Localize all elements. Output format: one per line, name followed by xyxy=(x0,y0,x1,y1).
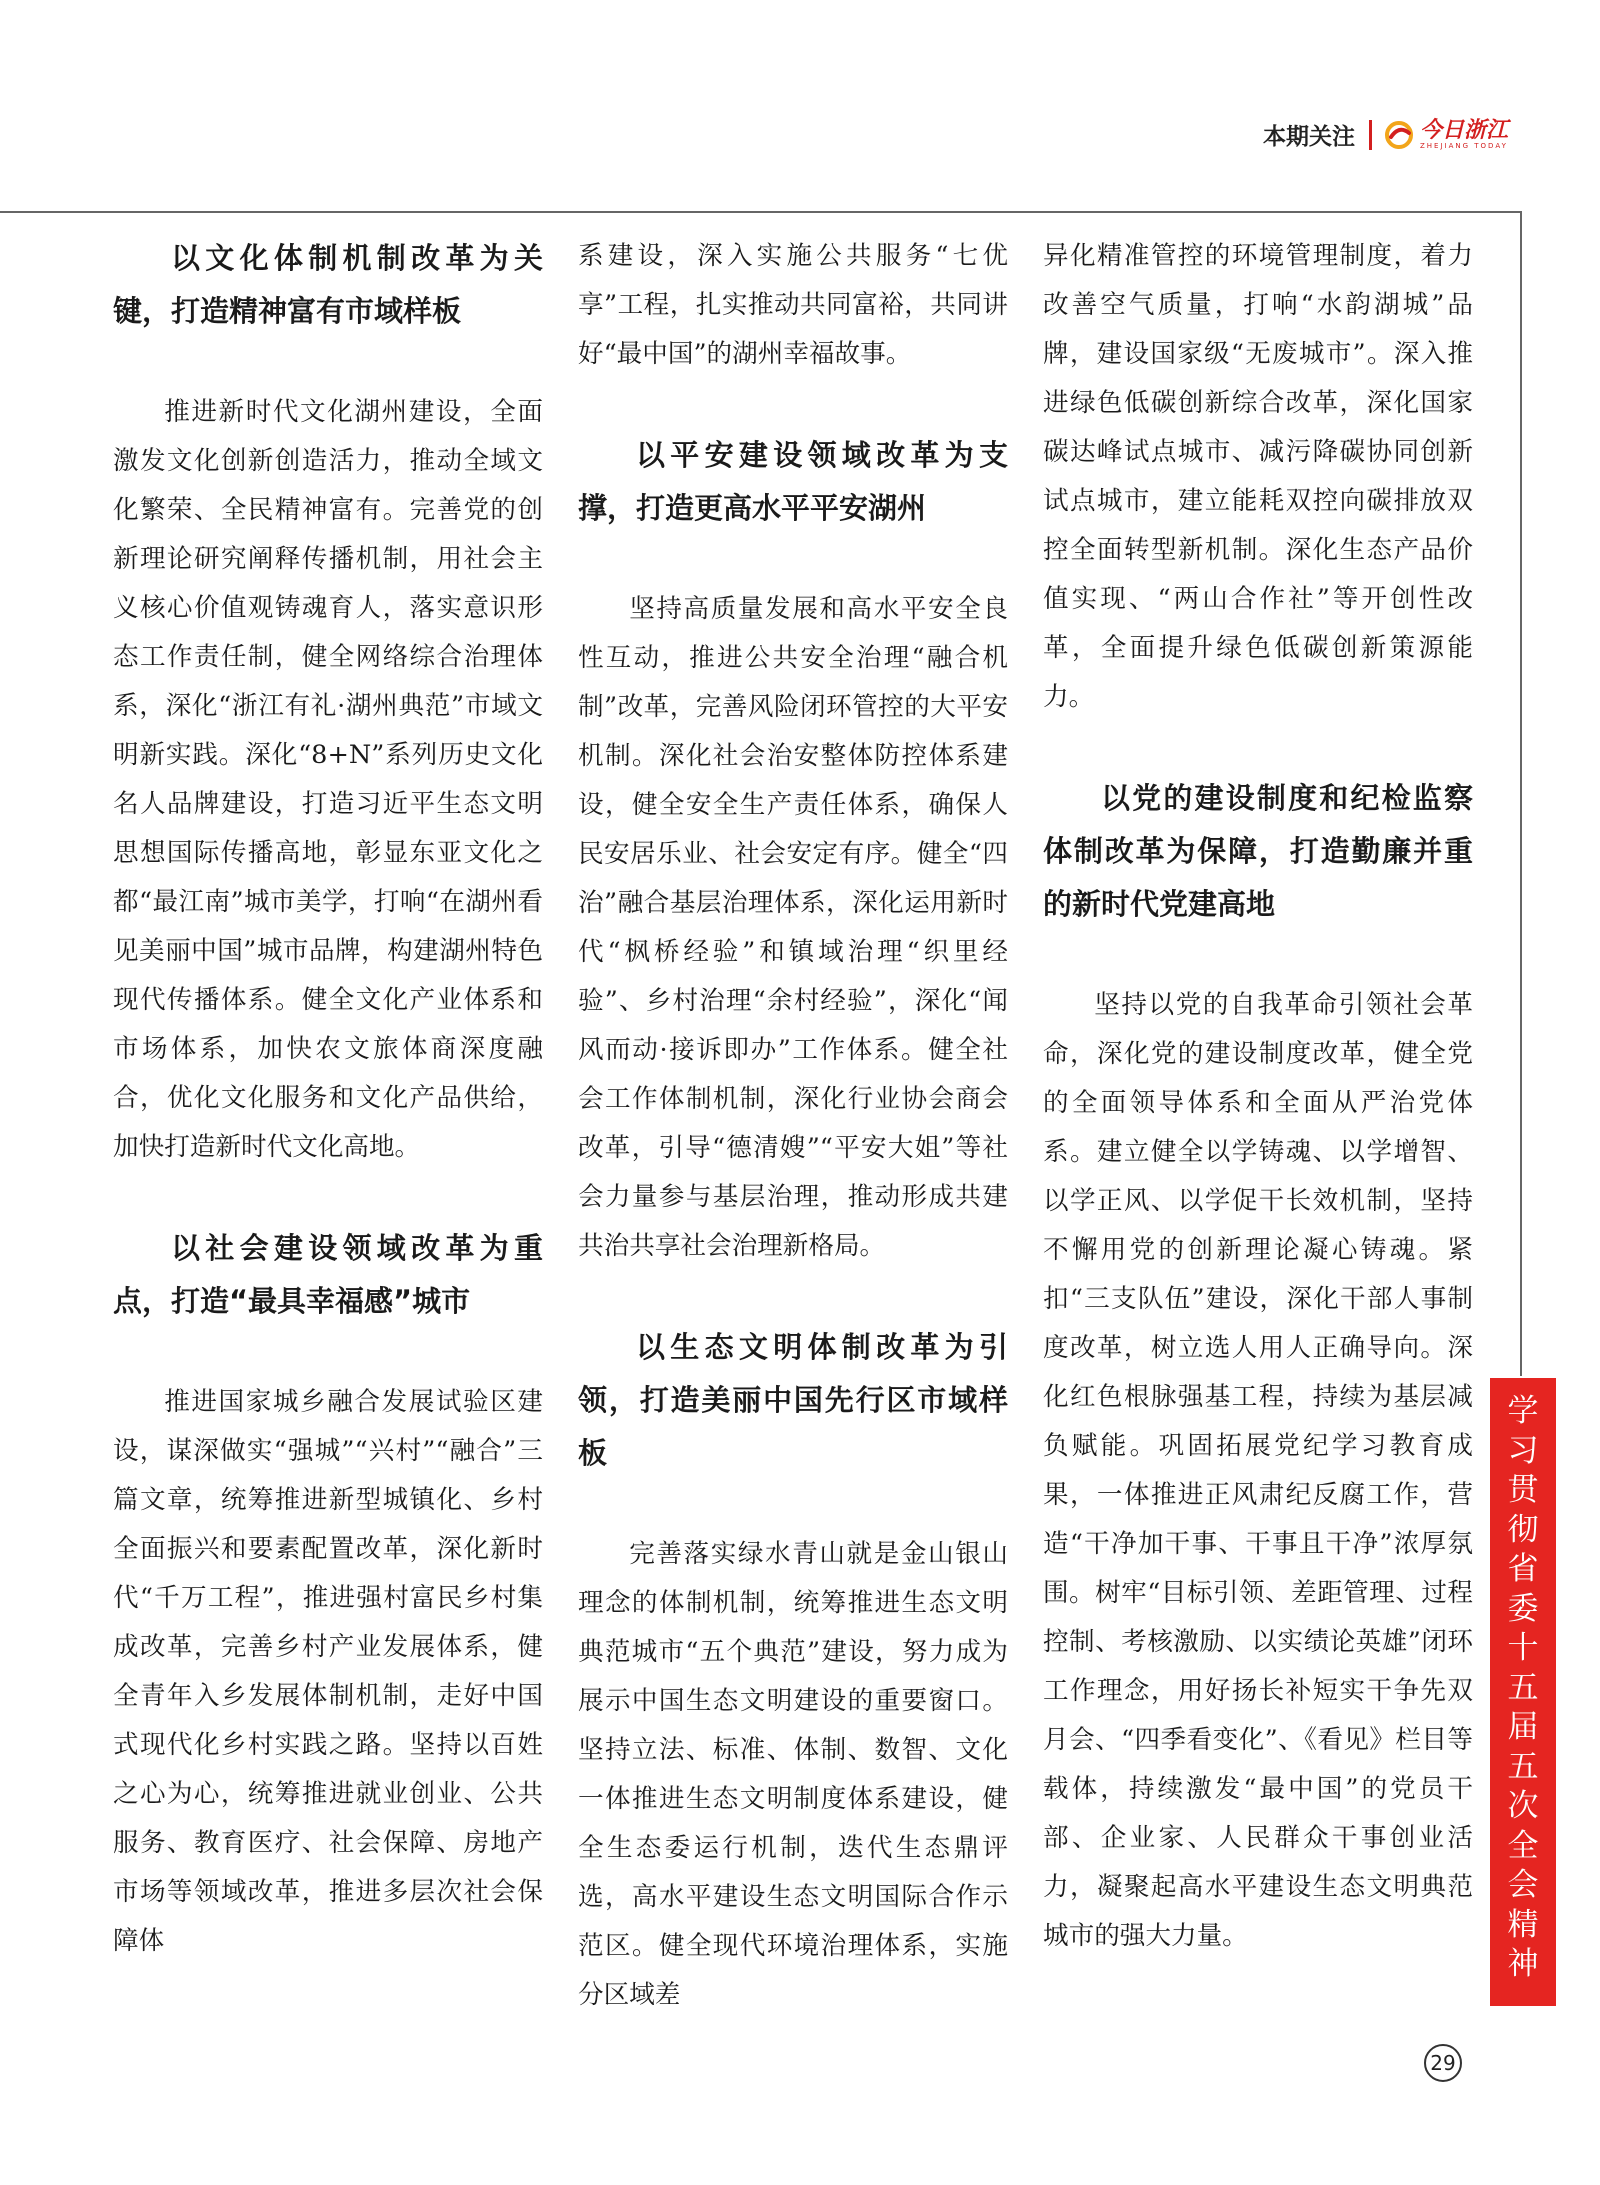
section-heading: 以生态文明体制改革为引领，打造美丽中国先行区市域样板 xyxy=(578,1330,1008,1470)
magazine-logo xyxy=(1384,119,1508,150)
paragraph: 完善落实绿水青山就是金山银山理念的体制机制，统筹推进生态文明典范城市“五个典范”建设，努力成为展示中国生态文明建设的重要窗口。坚持立法、标准、体制、数智、文化一体推进生态文明制度体系建设，健全生态委运行机制，迭代生态鼎评选，高水平建设生态文明国际合作示范区。健全现代环境治理体系，实施分区域差 xyxy=(578,1539,1008,2010)
section-heading: 以平安建设领域改革为支撑，打造更高水平平安湖州 xyxy=(578,438,1008,525)
logo-icon xyxy=(1384,120,1414,150)
section-heading: 以文化体制机制改革为关键，打造精神富有市域样板 xyxy=(113,241,543,328)
paragraph: 坚持高质量发展和高水平安全良性互动，推进公共安全治理“融合机制”改革，完善风险闭环管控的大平安机制。深化社会治安整体防控体系建设，健全安全生产责任体系，确保人民安居乐业、社会安定有序。健全“四治”融合基层治理体系，深化运用新时代“枫桥经验”和镇域治理“织里经验”、乡村治理“余村经验”，深化“闻风而动·接诉即办”工作体系。健全社会工作体制机制，深化行业协会商会改革，引导“德清嫂”“平安大姐”等社会力量参与基层治理，推动形成共建共治共享社会治理新格局。 xyxy=(578,594,1008,1261)
paragraph: 推进国家城乡融合发展试验区建设，谋深做实“强城”“兴村”“融合”三篇文章，统筹推进新型城镇化、乡村全面振兴和要素配置改革，深化新时代“千万工程”，推进强村富民乡村集成改革，完善乡村产业发展体系，健全青年入乡发展体制机制，走好中国式现代化乡村实践之路。坚持以百姓之心为心，统筹推进就业创业、公共服务、教育医疗、社会保障、房地产市场等领域改革，推进多层次社会保障体 xyxy=(113,1387,543,1956)
frame-right-rule xyxy=(1520,211,1522,1376)
logo-subtitle: ZHEJIANG TODAY xyxy=(1419,142,1508,150)
paragraph: 异化精准管控的环境管理制度，着力改善空气质量，打响“水韵湖城”品牌，建设国家级“无废城市”。深入推进绿色低碳创新综合改革，深化国家碳达峰试点城市、减污降碳协同创新试点城市，建立能耗双控向碳排放双控全面转型新机制。深化生态产品价值实现、“两山合作社”等开创性改革，全面提升绿色低碳创新策源能力。 xyxy=(1043,241,1473,712)
series-banner xyxy=(1490,1378,1556,2006)
header-separator xyxy=(1369,120,1372,150)
article-column-1 xyxy=(113,232,543,1966)
logo-title: 今日浙江 xyxy=(1419,117,1508,143)
series-banner-text: 学习贯彻省委十五届五次全会精神 xyxy=(1507,1393,1539,1982)
article-column-2 xyxy=(578,232,1008,2020)
section-heading: 以党的建设制度和纪检监察体制改革为保障，打造勤廉并重的新时代党建高地 xyxy=(1043,781,1473,921)
section-heading: 以社会建设领域改革为重点，打造“最具幸福感”城市 xyxy=(113,1231,543,1318)
page-number: 29 xyxy=(1424,2044,1462,2082)
article-column-3 xyxy=(1043,232,1473,1961)
paragraph: 系建设，深入实施公共服务“七优享”工程，扎实推动共同富裕，共同讲好“最中国”的湖州幸福故事。 xyxy=(578,241,1008,369)
page-header xyxy=(1263,118,1508,151)
frame-top-rule xyxy=(0,211,1522,213)
paragraph: 推进新时代文化湖州建设，全面激发文化创新创造活力，推动全域文化繁荣、全民精神富有。完善党的创新理论研究阐释传播机制，用社会主义核心价值观铸魂育人，落实意识形态工作责任制，健全网络综合治理体系，深化“浙江有礼·湖州典范”市域文明新实践。深化“8+N”系列历史文化名人品牌建设，打造习近平生态文明思想国际传播高地，彰显东亚文化之都“最江南”城市美学，打响“在湖州看见美丽中国”城市品牌，构建湖州特色现代传播体系。健全文化产业体系和市场体系，加快农文旅体商深度融合，优化文化服务和文化产品供给，加快打造新时代文化高地。 xyxy=(113,397,543,1162)
section-label: 本期关注 xyxy=(1262,124,1355,150)
paragraph: 坚持以党的自我革命引领社会革命，深化党的建设制度改革，健全党的全面领导体系和全面从严治党体系。建立健全以学铸魂、以学增智、以学正风、以学促干长效机制，坚持不懈用党的创新理论凝心铸魂。紧扣“三支队伍”建设，深化干部人事制度改革，树立选人用人正确导向。深化红色根脉强基工程，持续为基层减负赋能。巩固拓展党纪学习教育成果，一体推进正风肃纪反腐工作，营造“干净加干事、干事且干净”浓厚氛围。树牢“目标引领、差距管理、过程控制、考核激励、以实绩论英雄”闭环工作理念，用好扬长补短实干争先双月会、“四季看变化”、《看见》栏目等载体，持续激发“最中国”的党员干部、企业家、人民群众干事创业活力，凝聚起高水平建设生态文明典范城市的强大力量。 xyxy=(1043,990,1473,1951)
